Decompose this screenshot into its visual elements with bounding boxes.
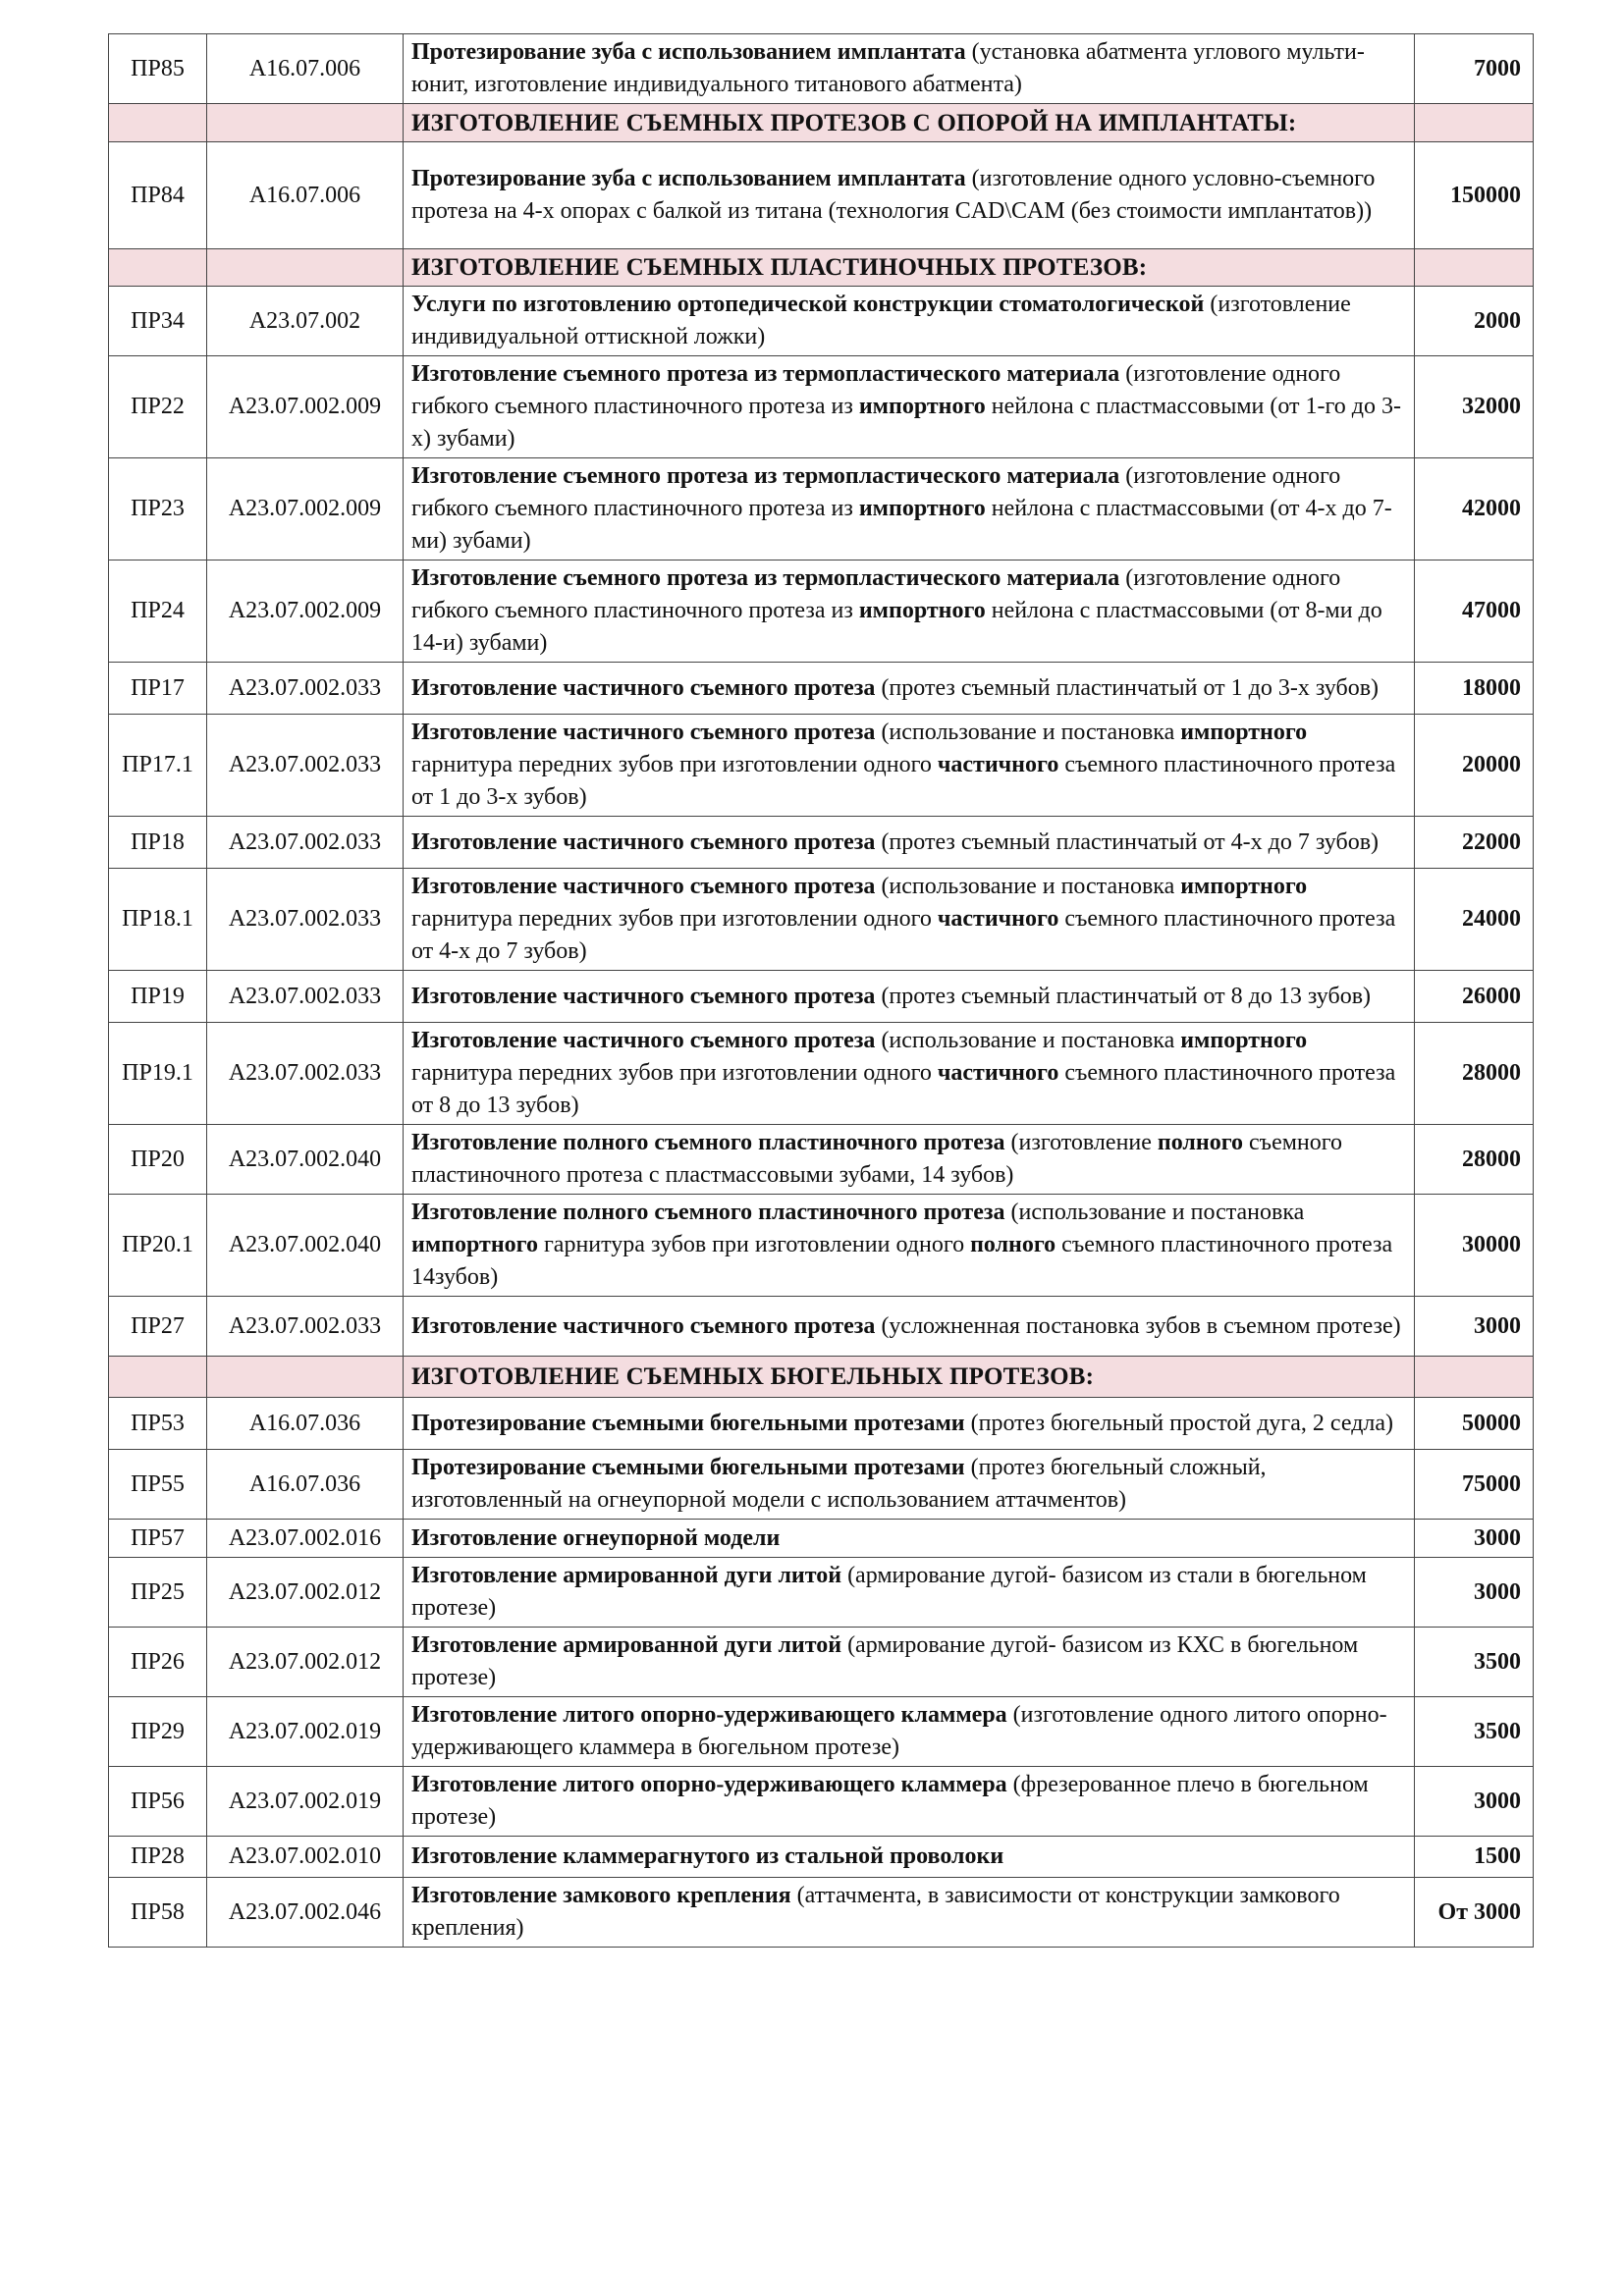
internal-code: ПР19.1 <box>109 1023 207 1125</box>
service-description <box>404 1398 1415 1450</box>
service-description <box>404 817 1415 869</box>
empty-cell <box>1415 249 1534 287</box>
service-detail-text: (усложненная постановка зубов в съемном протезе) <box>875 1312 1401 1339</box>
service-description <box>404 971 1415 1023</box>
internal-code: ПР34 <box>109 287 207 356</box>
service-title-text: Услуги по изготовлению ортопедической конструкции стоматологической <box>411 292 1205 317</box>
service-detail-text: нейлона с пластмассовыми (от 4-х до 7-ми) зубами) <box>411 496 1392 554</box>
price-row <box>109 817 1534 869</box>
service-code: A23.07.002.033 <box>207 715 404 817</box>
section-title: ИЗГОТОВЛЕНИЕ СЪЕМНЫХ ПЛАСТИНОЧНЫХ ПРОТЕЗОВ: <box>404 249 1415 287</box>
price-row <box>109 1697 1534 1767</box>
price-value: 3500 <box>1415 1697 1534 1767</box>
service-title-text: Изготовление съемного протеза из термопластического материала <box>411 565 1120 591</box>
price-row <box>109 561 1534 663</box>
service-title-text: Изготовление частичного съемного протеза <box>411 874 876 899</box>
service-description <box>404 561 1415 663</box>
service-description <box>404 1837 1415 1878</box>
service-detail-text: (изготовление одного гибкого съемного пластиночного протеза из <box>411 361 1341 419</box>
internal-code: ПР26 <box>109 1628 207 1697</box>
service-description <box>404 458 1415 561</box>
price-value: 26000 <box>1415 971 1534 1023</box>
service-code: A23.07.002.033 <box>207 1297 404 1357</box>
service-title-text: Изготовление съемного протеза из термопластического материала <box>411 463 1120 489</box>
price-value: 18000 <box>1415 663 1534 715</box>
service-detail-text: нейлона с пластмассовыми (от 8-ми до 14-и) зубами) <box>411 598 1382 656</box>
service-detail-text: (протез бюгельный простой дуга, 2 седла) <box>964 1410 1394 1436</box>
service-description <box>404 1878 1415 1948</box>
price-row <box>109 458 1534 561</box>
service-title-text: импортного <box>858 394 986 419</box>
price-value: 32000 <box>1415 356 1534 458</box>
price-value: 3000 <box>1415 1297 1534 1357</box>
service-title-text: импортного <box>858 496 986 521</box>
service-code: A23.07.002.040 <box>207 1195 404 1297</box>
service-code: A23.07.002.046 <box>207 1878 404 1948</box>
service-detail-text: съемного пластиночного протеза от 8 до 13 зубов) <box>411 1060 1396 1118</box>
service-title-text: импортного <box>858 598 986 623</box>
service-code: A16.07.006 <box>207 142 404 249</box>
service-description <box>404 34 1415 104</box>
service-detail-text: (протез съемный пластинчатый от 8 до 13 зубов) <box>875 983 1372 1009</box>
service-code: A23.07.002.010 <box>207 1837 404 1878</box>
section-title: ИЗГОТОВЛЕНИЕ СЪЕМНЫХ БЮГЕЛЬНЫХ ПРОТЕЗОВ: <box>404 1357 1415 1398</box>
price-value: 150000 <box>1415 142 1534 249</box>
service-code: A23.07.002 <box>207 287 404 356</box>
service-title-text: Изготовление литого опорно-удерживающего кламмера <box>411 1702 1007 1728</box>
price-value: 50000 <box>1415 1398 1534 1450</box>
price-row <box>109 1878 1534 1948</box>
service-code: A23.07.002.012 <box>207 1628 404 1697</box>
price-row <box>109 869 1534 971</box>
internal-code: ПР17.1 <box>109 715 207 817</box>
price-value: 28000 <box>1415 1023 1534 1125</box>
price-row <box>109 142 1534 249</box>
empty-cell <box>109 249 207 287</box>
internal-code: ПР17 <box>109 663 207 715</box>
price-value: 7000 <box>1415 34 1534 104</box>
service-title-text: Изготовление частичного съемного протеза <box>411 983 876 1009</box>
price-row <box>109 1297 1534 1357</box>
service-description <box>404 287 1415 356</box>
price-row <box>109 356 1534 458</box>
service-title-text: импортного <box>1180 1028 1308 1053</box>
service-title-text: Изготовление частичного съемного протеза <box>411 1028 876 1053</box>
service-detail-text: (использование и постановка <box>1004 1200 1305 1225</box>
price-list-table <box>108 33 1534 1948</box>
service-description <box>404 1125 1415 1195</box>
empty-cell <box>1415 1357 1534 1398</box>
service-code: A23.07.002.009 <box>207 561 404 663</box>
internal-code: ПР25 <box>109 1558 207 1628</box>
internal-code: ПР53 <box>109 1398 207 1450</box>
empty-cell <box>207 1357 404 1398</box>
service-description <box>404 1195 1415 1297</box>
service-code: A23.07.002.033 <box>207 1023 404 1125</box>
service-description <box>404 869 1415 971</box>
service-title-text: импортного <box>1180 720 1308 745</box>
service-detail-text: гарнитура передних зубов при изготовлении одного <box>411 906 938 932</box>
service-detail-text: (протез съемный пластинчатый от 1 до 3-х зубов) <box>875 674 1380 701</box>
price-value: 3000 <box>1415 1767 1534 1837</box>
price-row <box>109 971 1534 1023</box>
internal-code: ПР84 <box>109 142 207 249</box>
service-code: A23.07.002.033 <box>207 869 404 971</box>
service-title-text: Изготовление частичного съемного протеза <box>411 720 876 745</box>
service-description <box>404 1450 1415 1520</box>
price-row <box>109 1837 1534 1878</box>
service-code: A23.07.002.012 <box>207 1558 404 1628</box>
service-description <box>404 1520 1415 1558</box>
price-value: 75000 <box>1415 1450 1534 1520</box>
price-row <box>109 1558 1534 1628</box>
empty-cell <box>109 104 207 142</box>
price-row <box>109 1520 1534 1558</box>
service-detail-text: съемного пластиночного протеза от 4-х до 7 зубов) <box>411 906 1396 964</box>
service-detail-text: (использование и постановка <box>875 874 1181 899</box>
price-row <box>109 1628 1534 1697</box>
service-code: A23.07.002.033 <box>207 971 404 1023</box>
service-detail-text: гарнитура передних зубов при изготовлении одного <box>411 1060 938 1086</box>
service-code: A16.07.036 <box>207 1450 404 1520</box>
section-header-row <box>109 249 1534 287</box>
service-description <box>404 1628 1415 1697</box>
service-title-text: импортного <box>411 1232 538 1257</box>
price-value: 47000 <box>1415 561 1534 663</box>
service-description <box>404 356 1415 458</box>
price-value: 28000 <box>1415 1125 1534 1195</box>
price-value: 24000 <box>1415 869 1534 971</box>
service-code: A23.07.002.009 <box>207 458 404 561</box>
service-title-text: Изготовление частичного съемного протеза <box>411 674 876 701</box>
service-title-text: Изготовление огнеупорной модели <box>411 1524 781 1551</box>
empty-cell <box>109 1357 207 1398</box>
price-value: 3000 <box>1415 1558 1534 1628</box>
price-value: 3000 <box>1415 1520 1534 1558</box>
service-code: A23.07.002.019 <box>207 1767 404 1837</box>
internal-code: ПР23 <box>109 458 207 561</box>
service-code: A23.07.002.040 <box>207 1125 404 1195</box>
price-value: 30000 <box>1415 1195 1534 1297</box>
service-title-text: Изготовление частичного съемного протеза <box>411 1312 876 1339</box>
service-detail-text: (установка абатмента углового мульти-юнит, изготовление индивидуального титанового абатмента) <box>411 39 1365 97</box>
service-code: A23.07.002.033 <box>207 817 404 869</box>
service-detail-text: (изготовление одного условно-съемного протеза на 4-х опорах с балкой из титана (технология CAD\CAM (без стоимости имплантатов)) <box>411 166 1376 224</box>
internal-code: ПР58 <box>109 1878 207 1948</box>
price-row <box>109 1023 1534 1125</box>
service-detail-text: (армирование дугой- базисом из КХС в бюгельном протезе) <box>411 1632 1359 1690</box>
section-header-row <box>109 1357 1534 1398</box>
internal-code: ПР24 <box>109 561 207 663</box>
service-title-text: импортного <box>1180 874 1308 899</box>
service-detail-text: (изготовление одного гибкого съемного пластиночного протеза из <box>411 565 1341 623</box>
price-value: 42000 <box>1415 458 1534 561</box>
internal-code: ПР85 <box>109 34 207 104</box>
price-row <box>109 34 1534 104</box>
price-row <box>109 1398 1534 1450</box>
service-detail-text: (протез бюгельный сложный, изготовленный на огнеупорной модели с использованием аттачментов) <box>411 1455 1267 1513</box>
internal-code: ПР22 <box>109 356 207 458</box>
service-description <box>404 1558 1415 1628</box>
empty-cell <box>1415 104 1534 142</box>
service-title-text: Изготовление полного съемного пластиночного протеза <box>411 1200 1005 1225</box>
service-title-text: Изготовление полного съемного пластиночного протеза <box>411 1130 1005 1155</box>
service-title-text: Изготовление кламмерагнутого из стальной проволоки <box>411 1843 1004 1869</box>
service-title-text: Изготовление армированной дуги литой <box>411 1632 842 1658</box>
service-description <box>404 1767 1415 1837</box>
service-detail-text: (изготовление индивидуальной оттискной ложки) <box>411 292 1351 349</box>
internal-code: ПР57 <box>109 1520 207 1558</box>
service-detail-text: гарнитура передних зубов при изготовлении одного <box>411 752 938 777</box>
service-detail-text: (изготовление одного гибкого съемного пластиночного протеза из <box>411 463 1341 521</box>
price-value: 1500 <box>1415 1837 1534 1878</box>
service-detail-text: (изготовление одного литого опорно-удерживающего кламмера в бюгельном протезе) <box>411 1702 1387 1760</box>
price-value: 3500 <box>1415 1628 1534 1697</box>
service-code: A23.07.002.033 <box>207 663 404 715</box>
service-detail-text: нейлона с пластмассовыми (от 1-го до 3-х) зубами) <box>411 394 1401 452</box>
service-title-text: Протезирование съемными бюгельными протезами <box>411 1410 965 1436</box>
internal-code: ПР18.1 <box>109 869 207 971</box>
service-code: A23.07.002.019 <box>207 1697 404 1767</box>
service-title-text: Протезирование зуба с использованием имплантата <box>411 166 966 191</box>
internal-code: ПР18 <box>109 817 207 869</box>
internal-code: ПР20.1 <box>109 1195 207 1297</box>
service-detail-text: (аттачмента, в зависимости от конструкции замкового крепления) <box>411 1883 1340 1941</box>
price-row <box>109 287 1534 356</box>
service-title-text: Изготовление съемного протеза из термопластического материала <box>411 361 1120 387</box>
service-detail-text: гарнитура зубов при изготовлении одного <box>537 1232 971 1257</box>
service-code: A23.07.002.016 <box>207 1520 404 1558</box>
service-detail-text: (фрезерованное плечо в бюгельном протезе) <box>411 1772 1369 1830</box>
internal-code: ПР28 <box>109 1837 207 1878</box>
price-value: 20000 <box>1415 715 1534 817</box>
service-detail-text: съемного пластиночного протеза 14зубов) <box>411 1232 1393 1290</box>
service-detail-text: съемного пластиночного протеза от 1 до 3-х зубов) <box>411 752 1396 810</box>
internal-code: ПР19 <box>109 971 207 1023</box>
price-row <box>109 1125 1534 1195</box>
service-title-text: Изготовление литого опорно-удерживающего кламмера <box>411 1772 1007 1797</box>
internal-code: ПР27 <box>109 1297 207 1357</box>
service-description <box>404 142 1415 249</box>
service-detail-text: (использование и постановка <box>875 720 1181 745</box>
empty-cell <box>207 249 404 287</box>
service-title-text: частичного <box>937 1060 1059 1086</box>
service-description <box>404 1297 1415 1357</box>
price-row <box>109 663 1534 715</box>
internal-code: ПР29 <box>109 1697 207 1767</box>
service-title-text: полного <box>970 1232 1056 1257</box>
service-code: A23.07.002.009 <box>207 356 404 458</box>
service-title-text: частичного <box>937 752 1059 777</box>
service-title-text: Протезирование зуба с использованием имплантата <box>411 39 966 65</box>
service-title-text: Протезирование съемными бюгельными протезами <box>411 1455 965 1480</box>
service-detail-text: съемного пластиночного протеза с пластмассовыми зубами, 14 зубов) <box>411 1130 1343 1188</box>
price-value: От 3000 <box>1415 1878 1534 1948</box>
service-detail-text: (протез съемный пластинчатый от 4-х до 7 зубов) <box>875 828 1380 855</box>
service-detail-text: (армирование дугой- базисом из стали в бюгельном протезе) <box>411 1563 1367 1621</box>
service-detail-text: (использование и постановка <box>875 1028 1181 1053</box>
service-code: A16.07.036 <box>207 1398 404 1450</box>
price-row <box>109 1195 1534 1297</box>
service-detail-text: (изготовление <box>1004 1130 1158 1155</box>
service-title-text: Изготовление частичного съемного протеза <box>411 828 876 855</box>
service-description <box>404 1023 1415 1125</box>
service-title-text: частичного <box>937 906 1059 932</box>
service-code: A16.07.006 <box>207 34 404 104</box>
price-row <box>109 715 1534 817</box>
section-title: ИЗГОТОВЛЕНИЕ СЪЕМНЫХ ПРОТЕЗОВ С ОПОРОЙ НА ИМПЛАНТАТЫ: <box>404 104 1415 142</box>
internal-code: ПР20 <box>109 1125 207 1195</box>
price-value: 2000 <box>1415 287 1534 356</box>
service-description <box>404 663 1415 715</box>
price-list-body <box>109 34 1534 1948</box>
service-description <box>404 1697 1415 1767</box>
service-title-text: Изготовление замкового крепления <box>411 1883 791 1908</box>
price-value: 22000 <box>1415 817 1534 869</box>
internal-code: ПР56 <box>109 1767 207 1837</box>
service-description <box>404 715 1415 817</box>
service-title-text: Изготовление армированной дуги литой <box>411 1563 842 1588</box>
service-title-text: полного <box>1157 1130 1244 1155</box>
price-row <box>109 1767 1534 1837</box>
price-row <box>109 1450 1534 1520</box>
internal-code: ПР55 <box>109 1450 207 1520</box>
empty-cell <box>207 104 404 142</box>
section-header-row <box>109 104 1534 142</box>
